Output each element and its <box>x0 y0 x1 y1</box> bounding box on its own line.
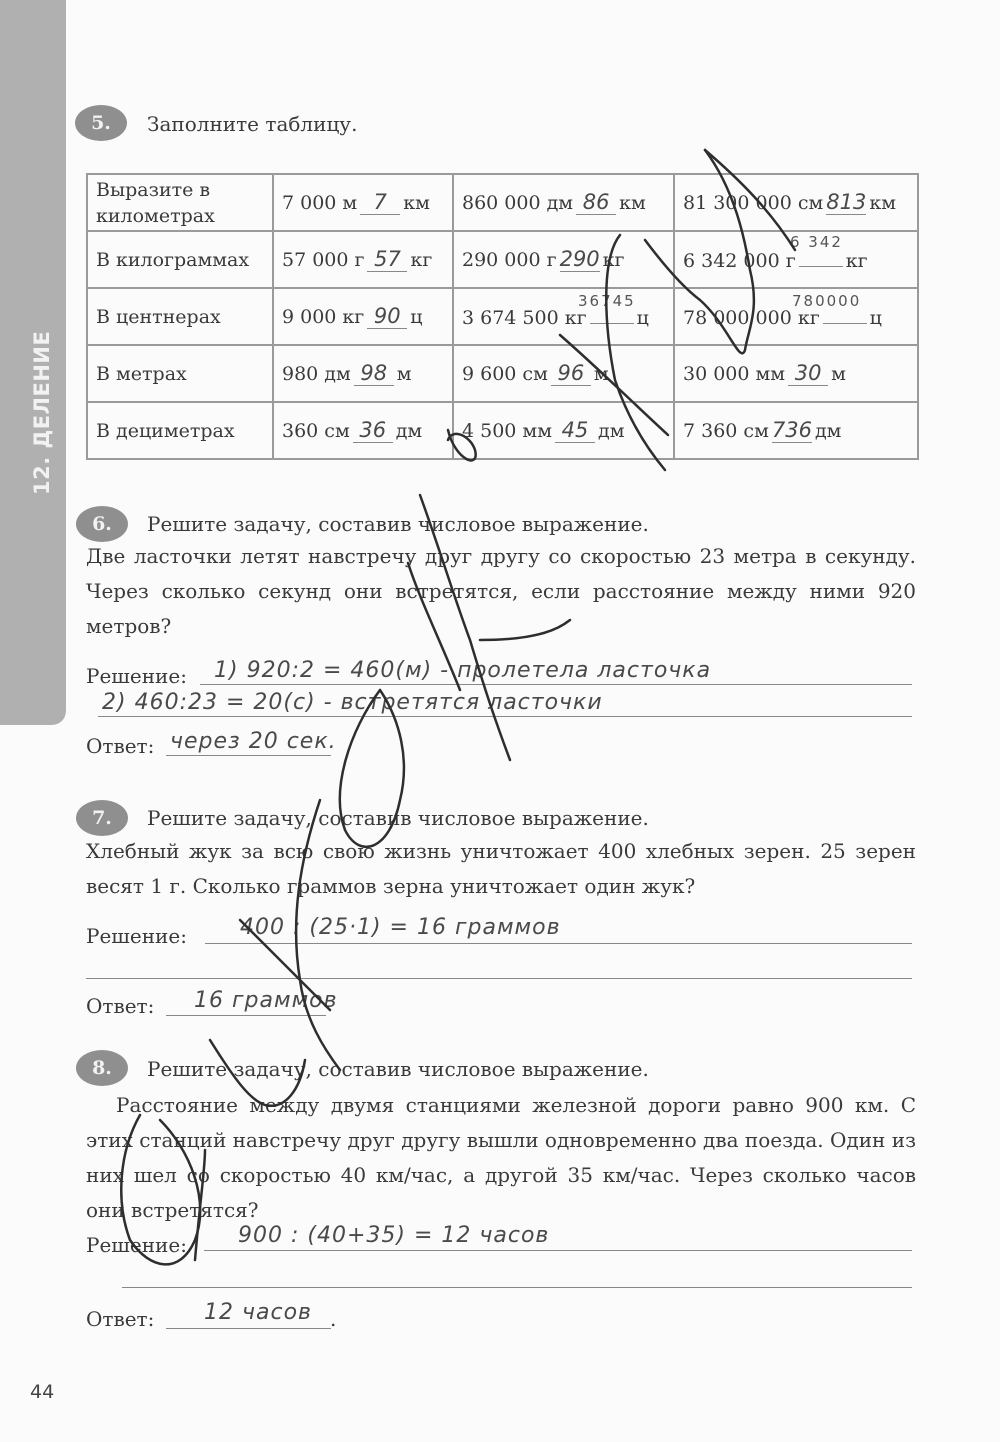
table-cell <box>273 402 453 459</box>
cell-value: 30 000 мм <box>683 363 786 385</box>
answer-line[interactable] <box>166 755 331 756</box>
cell-unit: ц <box>410 306 423 328</box>
cell-value: 57 000 г <box>282 249 365 271</box>
table-cell <box>273 231 453 288</box>
answer-blank[interactable]: 290 <box>559 247 600 271</box>
chapter-label: 12. ДЕЛЕНИЕ <box>30 330 54 495</box>
solution-line[interactable] <box>200 684 912 685</box>
cell-value: 7 000 м <box>282 192 358 214</box>
cell-unit: м <box>396 363 412 385</box>
task-8-text: Расстояние между двумя станциями железной дороги равно 900 км. С этих станций навстречу друг другу вышли одновременно два поезда. Один из них шел со скоростью 40 км/час, а другой 35 км/час. Через сколько часов они встретятся? <box>86 1093 916 1222</box>
row-label: В метрах <box>87 345 273 402</box>
cell-unit: м <box>831 363 846 385</box>
answer-blank[interactable]: 98 <box>354 361 394 386</box>
answer-line[interactable] <box>166 1015 326 1016</box>
answer-blank[interactable]: 813 <box>826 190 867 214</box>
task-8-badge: 8. <box>76 1050 128 1086</box>
cell-unit: дм <box>814 420 842 442</box>
cell-unit: дм <box>395 420 423 442</box>
solution-line[interactable] <box>98 716 912 717</box>
table-row <box>87 345 918 402</box>
table-cell <box>273 174 453 231</box>
answer-blank[interactable]: 57 <box>367 247 407 272</box>
task-8-title: Решите задачу, составив числовое выражение. <box>147 1057 649 1081</box>
solution-line[interactable] <box>122 1287 912 1288</box>
cell-unit: ц <box>869 306 882 329</box>
task-8-solution-1: 900 : (40+35) = 12 часов <box>238 1223 550 1248</box>
row-label: В килограммах <box>87 231 273 288</box>
cell-unit: кг <box>845 249 868 272</box>
task-6-solution-label: Решение: <box>86 664 187 688</box>
answer-blank[interactable]: 30 <box>788 361 828 386</box>
cell-unit: км <box>619 192 646 214</box>
table-cell <box>453 288 674 345</box>
table-cell <box>674 402 918 459</box>
row-label: В дециметрах <box>87 402 273 459</box>
margin-note: 36745 <box>578 292 636 310</box>
row-label: Выразите в километрах <box>87 174 273 231</box>
table-cell <box>674 345 918 402</box>
task-6-text: Две ласточки летят навстречу друг другу со скоростью 23 метра в секунду. Через сколько секунд они встретятся, если расстояние между ними 920 метров? <box>86 544 916 638</box>
task-5-badge: 5. <box>75 105 127 141</box>
answer-blank[interactable]: 86 <box>576 190 616 215</box>
answer-blank[interactable]: 736 <box>771 418 812 442</box>
cell-value: 78 000 000 кг <box>683 306 820 329</box>
cell-value: 860 000 дм <box>462 192 574 214</box>
chapter-side-tab <box>0 0 66 725</box>
cell-value: 360 см <box>282 420 350 442</box>
task-8-solution-label: Решение: <box>86 1233 187 1257</box>
table-cell <box>273 288 453 345</box>
cell-unit: ц <box>636 306 649 329</box>
page-number: 44 <box>30 1381 55 1403</box>
task-6-title: Решите задачу, составив числовое выражение. <box>147 512 649 536</box>
table-cell <box>273 345 453 402</box>
cell-unit: дм <box>598 420 625 442</box>
task-6-solution-1: 1) 920:2 = 460(м) - пролетела ласточка <box>214 658 712 683</box>
table-cell <box>453 174 674 231</box>
answer-blank[interactable]: 90 <box>367 304 407 329</box>
table-row <box>87 174 918 231</box>
task-7-answer: 16 граммов <box>194 988 338 1013</box>
task-8-answer-suffix: . <box>330 1307 337 1331</box>
task-6-badge: 6. <box>76 506 128 542</box>
task-7-answer-label: Ответ: <box>86 994 155 1018</box>
table-cell <box>674 174 918 231</box>
answer-line[interactable] <box>166 1328 331 1329</box>
task-8-answer-label: Ответ: <box>86 1307 155 1331</box>
task-7-text: Хлебный жук за всю свою жизнь уничтожает 400 хлебных зерен. 25 зерен весят 1 г. Сколько граммов зерна уничтожает один жук? <box>86 839 916 898</box>
row-label: В центнерах <box>87 288 273 345</box>
task-7-title: Решите задачу, составив числовое выражение. <box>147 806 649 830</box>
cell-unit: кг <box>410 249 433 271</box>
margin-note: 6 342 <box>790 233 843 251</box>
answer-blank[interactable]: 7 <box>360 190 400 215</box>
cell-value: 3 674 500 кг <box>462 306 587 329</box>
task-7-solution-1: 400 : (25·1) = 16 граммов <box>240 915 561 940</box>
task-6-answer-label: Ответ: <box>86 734 155 758</box>
answer-blank[interactable]: 96 <box>551 361 591 386</box>
task-6-solution-2: 2) 460:23 = 20(с) - встретятся ласточки <box>102 690 603 715</box>
cell-unit: м <box>593 363 609 385</box>
table-row <box>87 402 918 459</box>
cell-value: 6 342 000 г <box>683 249 796 272</box>
cell-value: 7 360 см <box>683 420 769 442</box>
table-cell <box>453 345 674 402</box>
solution-line[interactable] <box>205 943 912 944</box>
cell-value: 9 000 кг <box>282 306 365 328</box>
cell-value: 980 дм <box>282 363 351 385</box>
task-7-solution-label: Решение: <box>86 924 187 948</box>
task-7-badge: 7. <box>76 800 128 836</box>
table-cell <box>453 231 674 288</box>
solution-line[interactable] <box>204 1250 912 1251</box>
cell-value: 4 500 мм <box>462 420 552 442</box>
cell-unit: км <box>869 192 896 214</box>
answer-blank[interactable]: 36 <box>353 418 393 443</box>
cell-unit: кг <box>602 249 625 271</box>
solution-line[interactable] <box>86 978 912 979</box>
task-8-answer: 12 часов <box>204 1300 312 1325</box>
cell-unit: км <box>403 192 430 214</box>
task-5-title: Заполните таблицу. <box>147 112 358 136</box>
cell-value: 81 300 000 см <box>683 192 824 214</box>
table-cell <box>453 402 674 459</box>
margin-note: 780000 <box>792 292 862 310</box>
task-6-answer: через 20 сек. <box>170 729 337 754</box>
conversion-table <box>86 173 919 460</box>
answer-blank[interactable]: 45 <box>555 418 595 443</box>
cell-value: 9 600 см <box>462 363 548 385</box>
cell-value: 290 000 г <box>462 249 557 271</box>
